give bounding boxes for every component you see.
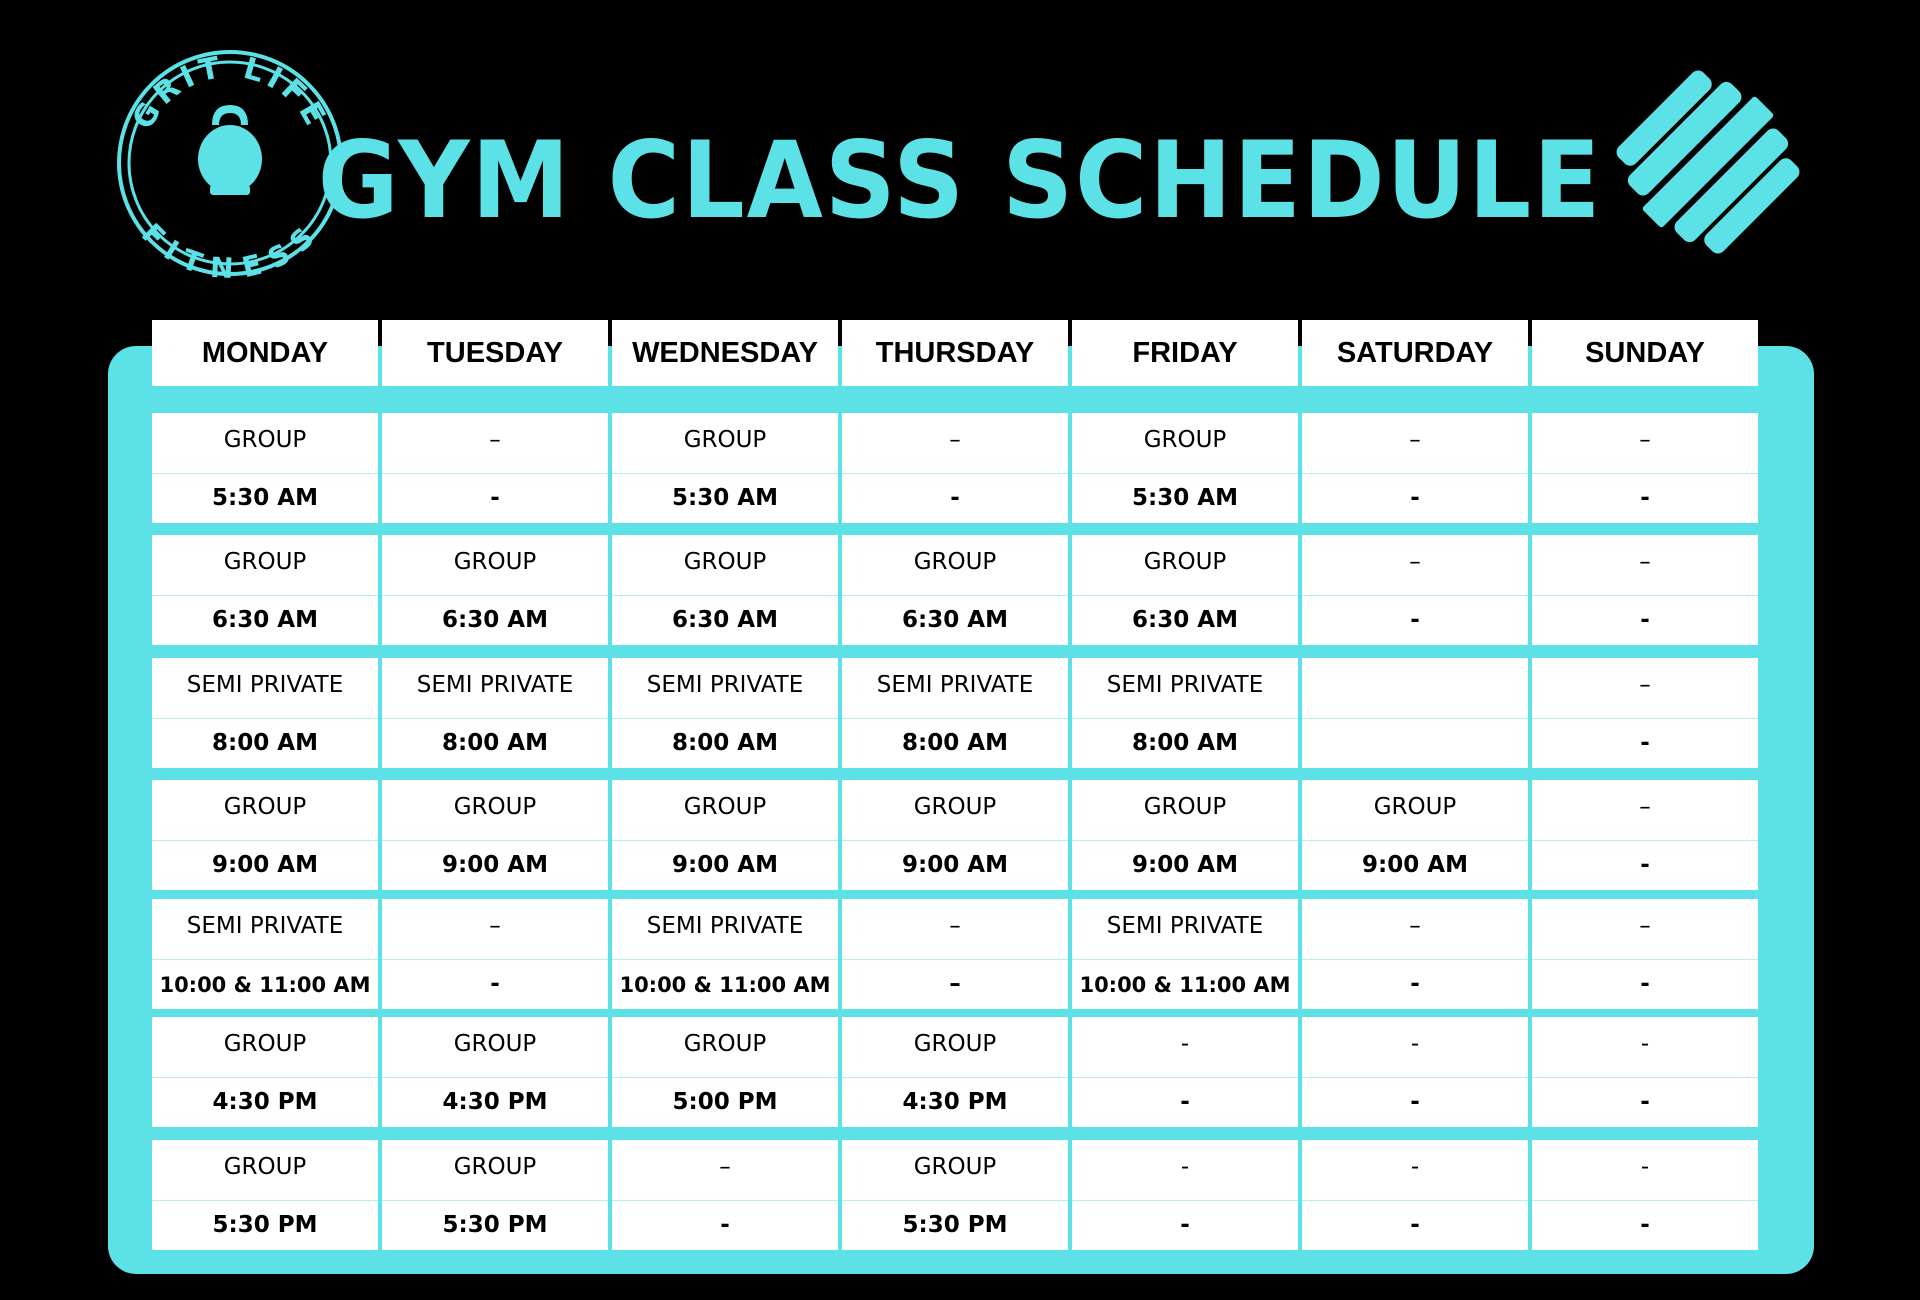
cell-divider xyxy=(1302,595,1528,596)
cell-divider xyxy=(1072,840,1298,841)
class-time: 6:30 AM xyxy=(442,607,548,633)
day-header-saturday: SATURDAY xyxy=(1302,320,1528,386)
schedule-cell xyxy=(1532,413,1758,523)
schedule-cell xyxy=(612,535,838,645)
class-time: 8:00 AM xyxy=(672,730,778,756)
class-name: GROUP xyxy=(453,1031,537,1057)
cell-divider xyxy=(1072,473,1298,474)
day-header-tuesday: TUESDAY xyxy=(382,320,608,386)
class-name: GROUP xyxy=(913,1031,997,1057)
class-time: - xyxy=(1640,971,1650,997)
class-name: SEMI PRIVATE xyxy=(1106,913,1264,939)
schedule-cell xyxy=(152,1140,378,1250)
schedule-cell xyxy=(152,1017,378,1127)
schedule-cell xyxy=(1532,780,1758,890)
class-name: GROUP xyxy=(223,1154,307,1180)
class-name: GROUP xyxy=(913,794,997,820)
schedule-cell xyxy=(1072,899,1298,1009)
class-name: GROUP xyxy=(223,794,307,820)
schedule-cell xyxy=(152,413,378,523)
schedule-cell xyxy=(1302,535,1528,645)
schedule-cell xyxy=(1532,658,1758,768)
day-header-monday: MONDAY xyxy=(152,320,378,386)
cell-divider xyxy=(152,840,378,841)
schedule-cell xyxy=(152,899,378,1009)
class-name: – xyxy=(489,913,501,939)
cell-divider xyxy=(1532,595,1758,596)
class-time: 4:30 PM xyxy=(442,1089,548,1115)
class-name: GROUP xyxy=(683,427,767,453)
class-name: – xyxy=(1409,427,1421,453)
cell-divider xyxy=(152,1200,378,1201)
schedule-cell xyxy=(382,535,608,645)
class-name: SEMI PRIVATE xyxy=(416,672,574,698)
class-time: - xyxy=(720,1212,730,1238)
schedule-cell xyxy=(842,780,1068,890)
class-time: 9:00 AM xyxy=(902,852,1008,878)
class-time: – xyxy=(949,971,961,997)
cell-divider xyxy=(842,1200,1068,1201)
class-time: 5:30 AM xyxy=(672,485,778,511)
cell-divider xyxy=(612,473,838,474)
schedule-cell xyxy=(612,780,838,890)
class-name: – xyxy=(949,427,961,453)
schedule-cell xyxy=(612,899,838,1009)
cell-divider xyxy=(842,718,1068,719)
cell-divider xyxy=(1302,1077,1528,1078)
schedule-cell xyxy=(382,1017,608,1127)
class-name: GROUP xyxy=(913,549,997,575)
schedule-cell xyxy=(382,413,608,523)
schedule-cell xyxy=(1532,1140,1758,1250)
class-time: 8:00 AM xyxy=(212,730,318,756)
day-header-friday: FRIDAY xyxy=(1072,320,1298,386)
cell-divider xyxy=(1532,959,1758,960)
day-header-thursday: THURSDAY xyxy=(842,320,1068,386)
cell-divider xyxy=(1072,595,1298,596)
cell-divider xyxy=(842,840,1068,841)
cell-divider xyxy=(382,1077,608,1078)
schedule-cell xyxy=(1302,899,1528,1009)
class-name: SEMI PRIVATE xyxy=(186,913,344,939)
class-time: - xyxy=(1410,607,1420,633)
cell-divider xyxy=(382,718,608,719)
class-time: - xyxy=(1640,607,1650,633)
class-time: 9:00 AM xyxy=(442,852,548,878)
class-time: - xyxy=(1640,1212,1650,1238)
class-name: – xyxy=(719,1154,731,1180)
class-time: 10:00 & 11:00 AM xyxy=(619,973,831,997)
cell-divider xyxy=(612,840,838,841)
class-name: – xyxy=(1639,672,1651,698)
schedule-cell xyxy=(382,899,608,1009)
class-name: – xyxy=(489,427,501,453)
class-name: GROUP xyxy=(683,549,767,575)
class-name: GROUP xyxy=(453,794,537,820)
class-name: GROUP xyxy=(1143,549,1227,575)
cell-divider xyxy=(152,959,378,960)
class-time: - xyxy=(1410,485,1420,511)
class-time: 10:00 & 11:00 AM xyxy=(1079,973,1291,997)
class-time: 5:30 AM xyxy=(212,485,318,511)
cell-divider xyxy=(1532,840,1758,841)
cell-divider xyxy=(612,1077,838,1078)
class-time: - xyxy=(1640,485,1650,511)
cell-divider xyxy=(612,1200,838,1201)
cell-divider xyxy=(1302,473,1528,474)
schedule-cell xyxy=(152,658,378,768)
schedule-table xyxy=(152,0,1764,1300)
class-name: - xyxy=(1410,1154,1420,1180)
cell-divider xyxy=(1072,1200,1298,1201)
schedule-cell xyxy=(842,535,1068,645)
schedule-cell xyxy=(1302,413,1528,523)
class-name: – xyxy=(1639,913,1651,939)
class-name: - xyxy=(1640,1154,1650,1180)
day-header-wednesday: WEDNESDAY xyxy=(612,320,838,386)
class-time: 6:30 AM xyxy=(902,607,1008,633)
schedule-cell xyxy=(1072,1017,1298,1127)
class-time: 9:00 AM xyxy=(1132,852,1238,878)
cell-divider xyxy=(1532,1077,1758,1078)
schedule-cell xyxy=(842,413,1068,523)
schedule-cell xyxy=(1072,535,1298,645)
class-time: - xyxy=(1410,971,1420,997)
class-time: - xyxy=(1180,1212,1190,1238)
class-time: - xyxy=(1640,730,1650,756)
day-header-sunday: SUNDAY xyxy=(1532,320,1758,386)
schedule-cell xyxy=(382,780,608,890)
class-time: 9:00 AM xyxy=(1362,852,1468,878)
class-name: SEMI PRIVATE xyxy=(646,913,804,939)
schedule-cell xyxy=(1302,1140,1528,1250)
class-time: 8:00 AM xyxy=(442,730,548,756)
cell-divider xyxy=(842,959,1068,960)
logo-text-bottom: FITNESS xyxy=(135,216,325,279)
schedule-cell xyxy=(842,658,1068,768)
schedule-cell xyxy=(1532,899,1758,1009)
class-time: - xyxy=(490,485,500,511)
cell-divider xyxy=(842,1077,1068,1078)
cell-divider xyxy=(1532,473,1758,474)
cell-divider xyxy=(612,959,838,960)
class-time: 10:00 & 11:00 AM xyxy=(159,973,371,997)
class-name: GROUP xyxy=(453,549,537,575)
cell-divider xyxy=(1072,1077,1298,1078)
class-name: GROUP xyxy=(1143,794,1227,820)
schedule-cell xyxy=(152,535,378,645)
schedule-cell xyxy=(152,780,378,890)
schedule-cell xyxy=(612,413,838,523)
cell-divider xyxy=(152,595,378,596)
cell-divider xyxy=(152,473,378,474)
class-time: 5:30 PM xyxy=(902,1212,1008,1238)
class-time: 9:00 AM xyxy=(212,852,318,878)
cell-divider xyxy=(152,1077,378,1078)
class-time: 4:30 PM xyxy=(902,1089,1008,1115)
class-name: - xyxy=(1640,1031,1650,1057)
cell-divider xyxy=(382,473,608,474)
cell-divider xyxy=(1532,718,1758,719)
cell-divider xyxy=(382,959,608,960)
class-time: - xyxy=(1640,1089,1650,1115)
cell-divider xyxy=(382,840,608,841)
schedule-cell xyxy=(612,1140,838,1250)
schedule-cell xyxy=(1302,780,1528,890)
class-name: – xyxy=(949,913,961,939)
class-name: GROUP xyxy=(223,427,307,453)
class-time: 9:00 AM xyxy=(672,852,778,878)
class-name: SEMI PRIVATE xyxy=(186,672,344,698)
cell-divider xyxy=(382,595,608,596)
schedule-cell xyxy=(1532,1017,1758,1127)
class-name: GROUP xyxy=(1143,427,1227,453)
cell-divider xyxy=(1072,718,1298,719)
logo-text-top: GRIT LIFE xyxy=(125,49,335,136)
class-time: 5:00 PM xyxy=(672,1089,778,1115)
schedule-cell xyxy=(1302,658,1528,768)
cell-divider xyxy=(1302,718,1528,719)
schedule-cell xyxy=(1072,413,1298,523)
class-name: – xyxy=(1639,427,1651,453)
class-name: GROUP xyxy=(913,1154,997,1180)
class-name: – xyxy=(1639,794,1651,820)
cell-divider xyxy=(382,1200,608,1201)
cell-divider xyxy=(1302,1200,1528,1201)
class-time: 6:30 AM xyxy=(212,607,318,633)
class-name: SEMI PRIVATE xyxy=(1106,672,1264,698)
class-name: GROUP xyxy=(683,794,767,820)
cell-divider xyxy=(842,473,1068,474)
class-time: - xyxy=(1640,852,1650,878)
class-name: - xyxy=(1180,1031,1190,1057)
schedule-cell xyxy=(842,1017,1068,1127)
class-name: GROUP xyxy=(453,1154,537,1180)
class-name: GROUP xyxy=(223,549,307,575)
cell-divider xyxy=(612,595,838,596)
class-name: - xyxy=(1410,1031,1420,1057)
class-name: - xyxy=(1180,1154,1190,1180)
class-name: GROUP xyxy=(1373,794,1457,820)
schedule-cell xyxy=(612,658,838,768)
class-time: 8:00 AM xyxy=(902,730,1008,756)
cell-divider xyxy=(842,595,1068,596)
class-time: - xyxy=(950,485,960,511)
schedule-cell xyxy=(842,1140,1068,1250)
cell-divider xyxy=(1302,840,1528,841)
class-time: 5:30 PM xyxy=(212,1212,318,1238)
schedule-cell xyxy=(1072,1140,1298,1250)
class-name: – xyxy=(1639,549,1651,575)
class-time: 8:00 AM xyxy=(1132,730,1238,756)
cell-divider xyxy=(1072,959,1298,960)
class-time: 4:30 PM xyxy=(212,1089,318,1115)
cell-divider xyxy=(1302,959,1528,960)
schedule-cell xyxy=(1072,658,1298,768)
class-name: GROUP xyxy=(223,1031,307,1057)
class-time: - xyxy=(1410,1212,1420,1238)
class-time: 5:30 PM xyxy=(442,1212,548,1238)
class-time: - xyxy=(490,971,500,997)
cell-divider xyxy=(152,718,378,719)
class-name: SEMI PRIVATE xyxy=(646,672,804,698)
class-time: - xyxy=(1180,1089,1190,1115)
schedule-cell xyxy=(612,1017,838,1127)
class-time: 6:30 AM xyxy=(1132,607,1238,633)
page-title: GYM CLASS SCHEDULE xyxy=(317,119,1603,242)
class-name: – xyxy=(1409,913,1421,939)
schedule-cell xyxy=(382,658,608,768)
cell-divider xyxy=(612,718,838,719)
schedule-cell xyxy=(1532,535,1758,645)
schedule-cell xyxy=(1072,780,1298,890)
class-time: 6:30 AM xyxy=(672,607,778,633)
schedule-cell xyxy=(1302,1017,1528,1127)
cell-divider xyxy=(1532,1200,1758,1201)
class-time: - xyxy=(1410,1089,1420,1115)
class-time: 5:30 AM xyxy=(1132,485,1238,511)
schedule-cell xyxy=(382,1140,608,1250)
class-name: – xyxy=(1409,549,1421,575)
class-name: GROUP xyxy=(683,1031,767,1057)
schedule-cell xyxy=(842,899,1068,1009)
class-name: SEMI PRIVATE xyxy=(876,672,1034,698)
